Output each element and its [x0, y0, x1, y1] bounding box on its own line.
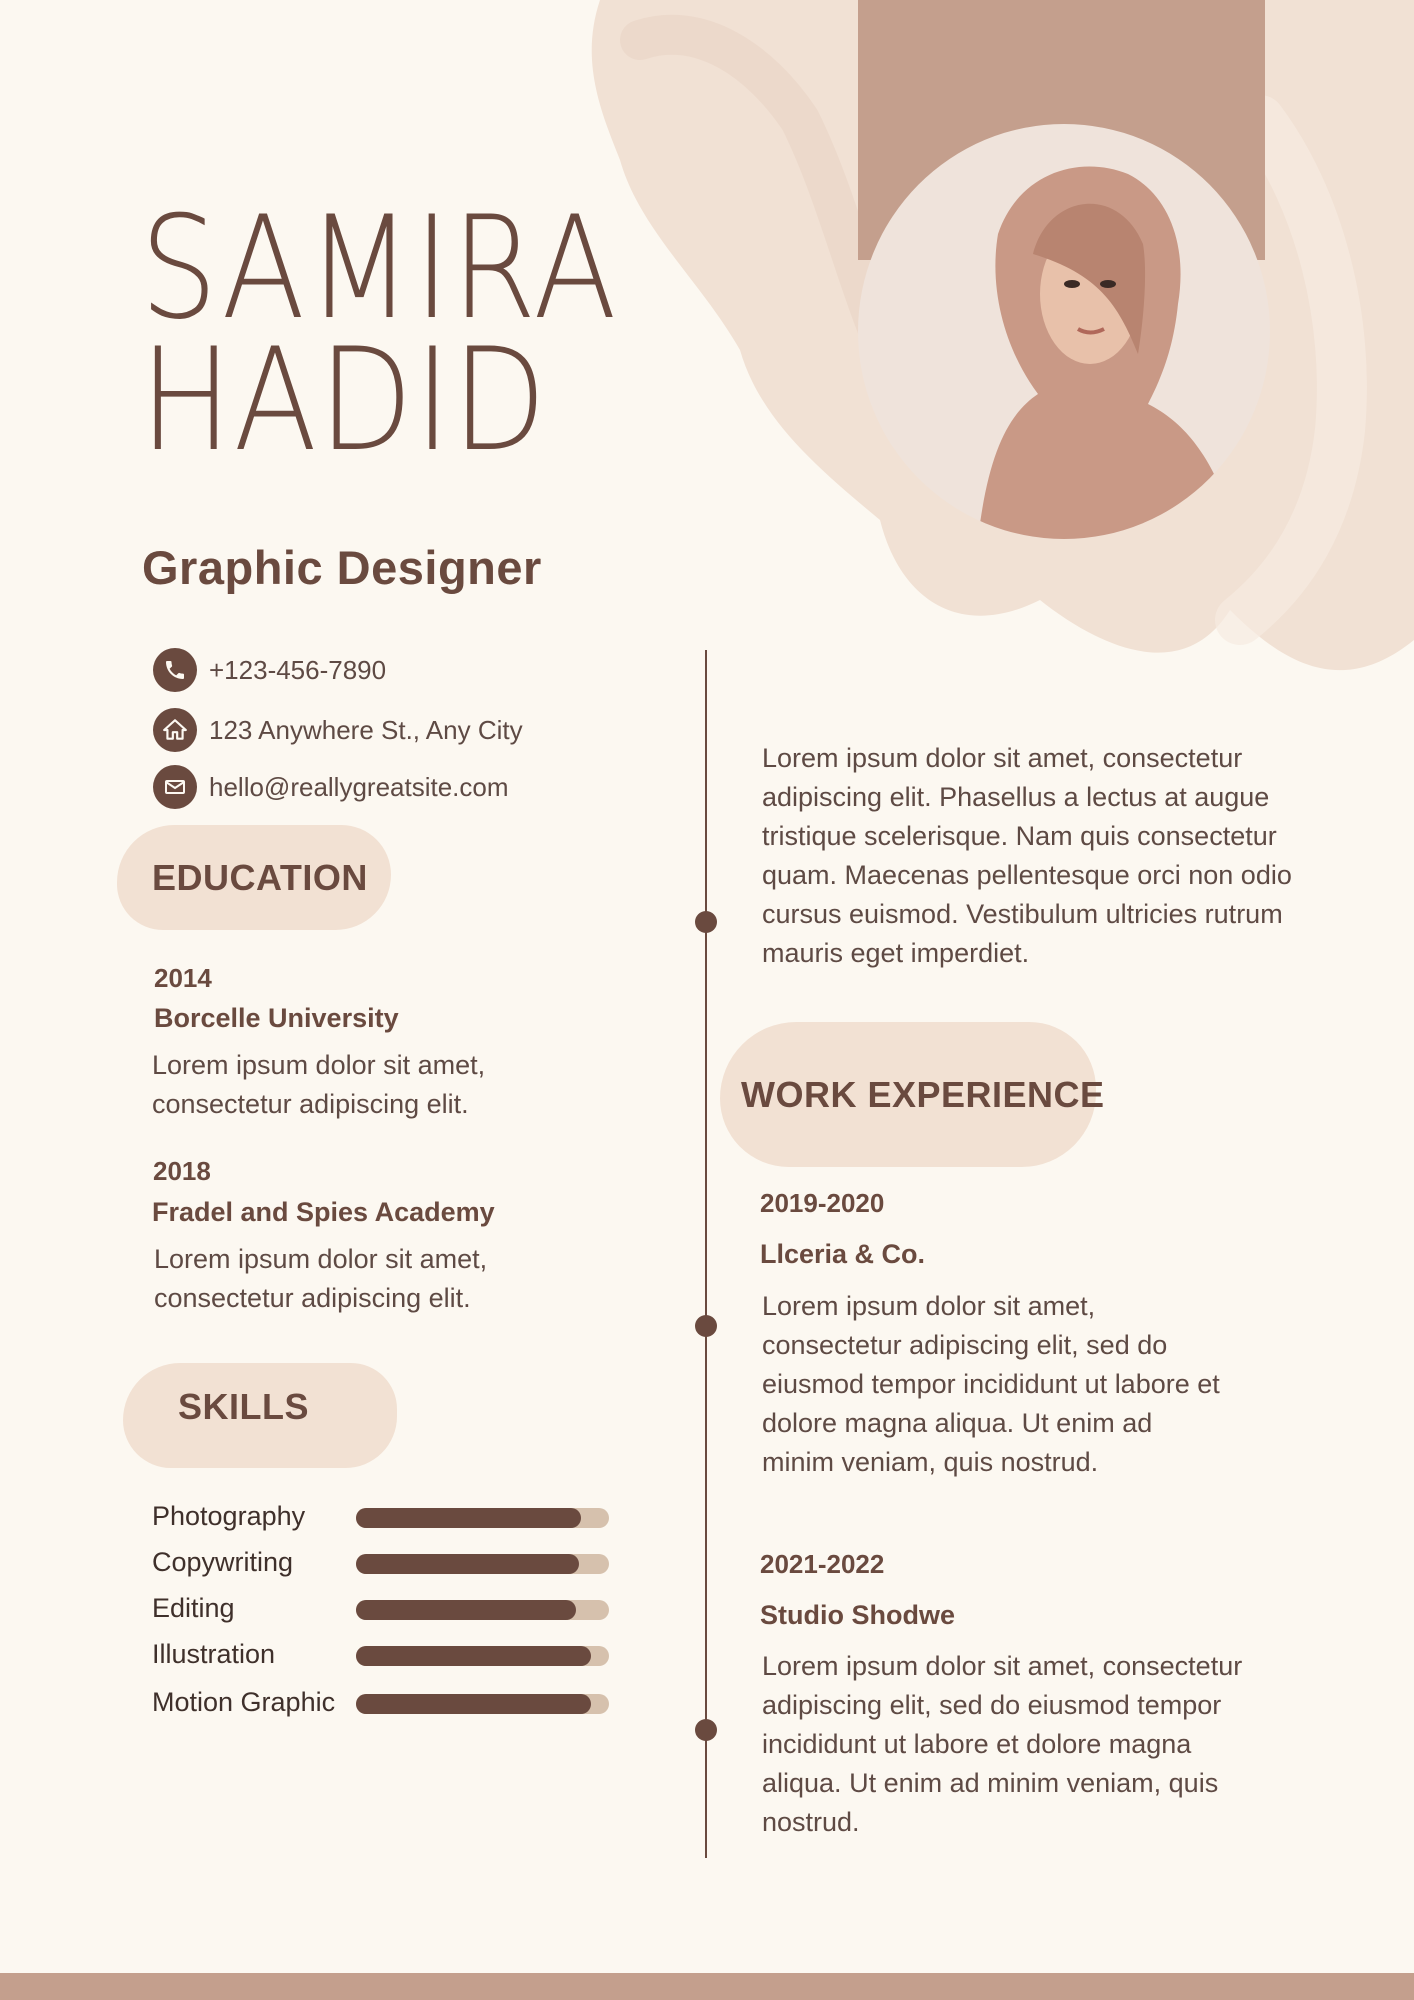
- skill-label: Editing: [152, 1593, 235, 1623]
- first-name: SAMIRA: [140, 186, 619, 351]
- skill-bar-fill: [356, 1646, 591, 1666]
- skill-bar-track: [356, 1646, 609, 1666]
- education-school: Fradel and Spies Academy: [152, 1197, 495, 1227]
- skill-bar-fill: [356, 1694, 591, 1714]
- skill-label: Motion Graphic: [152, 1687, 336, 1717]
- skills-heading: SKILLS: [178, 1386, 310, 1427]
- skill-bar-track: [356, 1694, 609, 1714]
- contact-phone-text: +123-456-7890: [209, 654, 387, 685]
- skill-row: [152, 1591, 612, 1625]
- work-company: Studio Shodwe: [760, 1600, 955, 1630]
- contact-email: [153, 765, 509, 809]
- skill-row: [152, 1545, 612, 1579]
- education-school: Borcelle University: [154, 1003, 399, 1033]
- last-name: HADID: [140, 318, 549, 483]
- work-heading: WORK EXPERIENCE: [741, 1074, 1105, 1115]
- timeline-dot: [695, 1315, 717, 1337]
- education-desc: Lorem ipsum dolor sit amet, consectetur adipiscing elit.: [152, 1050, 486, 1119]
- work-desc: Lorem ipsum dolor sit amet, consectetur adipiscing elit, sed do eiusmod tempor incididunt ut labore et dolore magna aliqua. Ut enim ad minim veniam, quis nostrud.: [762, 1291, 1220, 1477]
- contact-phone: [153, 648, 386, 692]
- skill-label: Illustration: [152, 1639, 276, 1669]
- skill-label: Photography: [152, 1501, 306, 1531]
- timeline-line: [705, 650, 707, 1858]
- contact-address: [153, 708, 523, 752]
- skill-row: [152, 1685, 612, 1719]
- skill-label: Copywriting: [152, 1547, 294, 1577]
- education-desc: Lorem ipsum dolor sit amet, consectetur adipiscing elit.: [154, 1244, 488, 1313]
- education-year: 2014: [154, 963, 212, 993]
- about-text: Lorem ipsum dolor sit amet, consectetur adipiscing elit. Phasellus a lectus at augue tristique scelerisque. Nam quis consectetur quam. Maecenas pellentesque orci non odio cursus euismod. Vestibulum ultricies rutrum mauris eget imperdiet.: [762, 743, 1292, 968]
- work-company: Llceria & Co.: [760, 1239, 926, 1269]
- work-desc: Lorem ipsum dolor sit amet, consectetur adipiscing elit, sed do eiusmod tempor incididunt ut labore et dolore magna aliqua. Ut enim ad minim veniam, quis nostrud.: [762, 1651, 1243, 1837]
- timeline-dot: [695, 1719, 717, 1741]
- contact-address-text: 123 Anywhere St., Any City: [209, 714, 523, 745]
- skill-row: [152, 1637, 612, 1671]
- mail-icon: [153, 765, 197, 809]
- timeline-dot: [695, 911, 717, 933]
- education-heading: EDUCATION: [152, 857, 368, 898]
- skill-bar-track: [356, 1600, 609, 1620]
- profile-photo: [858, 124, 1270, 539]
- work-years: 2019-2020: [760, 1188, 885, 1218]
- footer-bar: [0, 1973, 1414, 2000]
- work-years: 2021-2022: [760, 1549, 885, 1579]
- job-title: Graphic Designer: [142, 541, 542, 594]
- skill-bar-fill: [356, 1554, 579, 1574]
- skill-bar-track: [356, 1554, 609, 1574]
- phone-icon: [153, 648, 197, 692]
- contact-email-text: hello@reallygreatsite.com: [209, 771, 509, 802]
- home-icon: [153, 708, 197, 752]
- skill-row: [152, 1499, 612, 1533]
- education-year: 2018: [153, 1156, 211, 1186]
- skill-bar-fill: [356, 1600, 576, 1620]
- skill-bar-track: [356, 1508, 609, 1528]
- skill-bar-fill: [356, 1508, 581, 1528]
